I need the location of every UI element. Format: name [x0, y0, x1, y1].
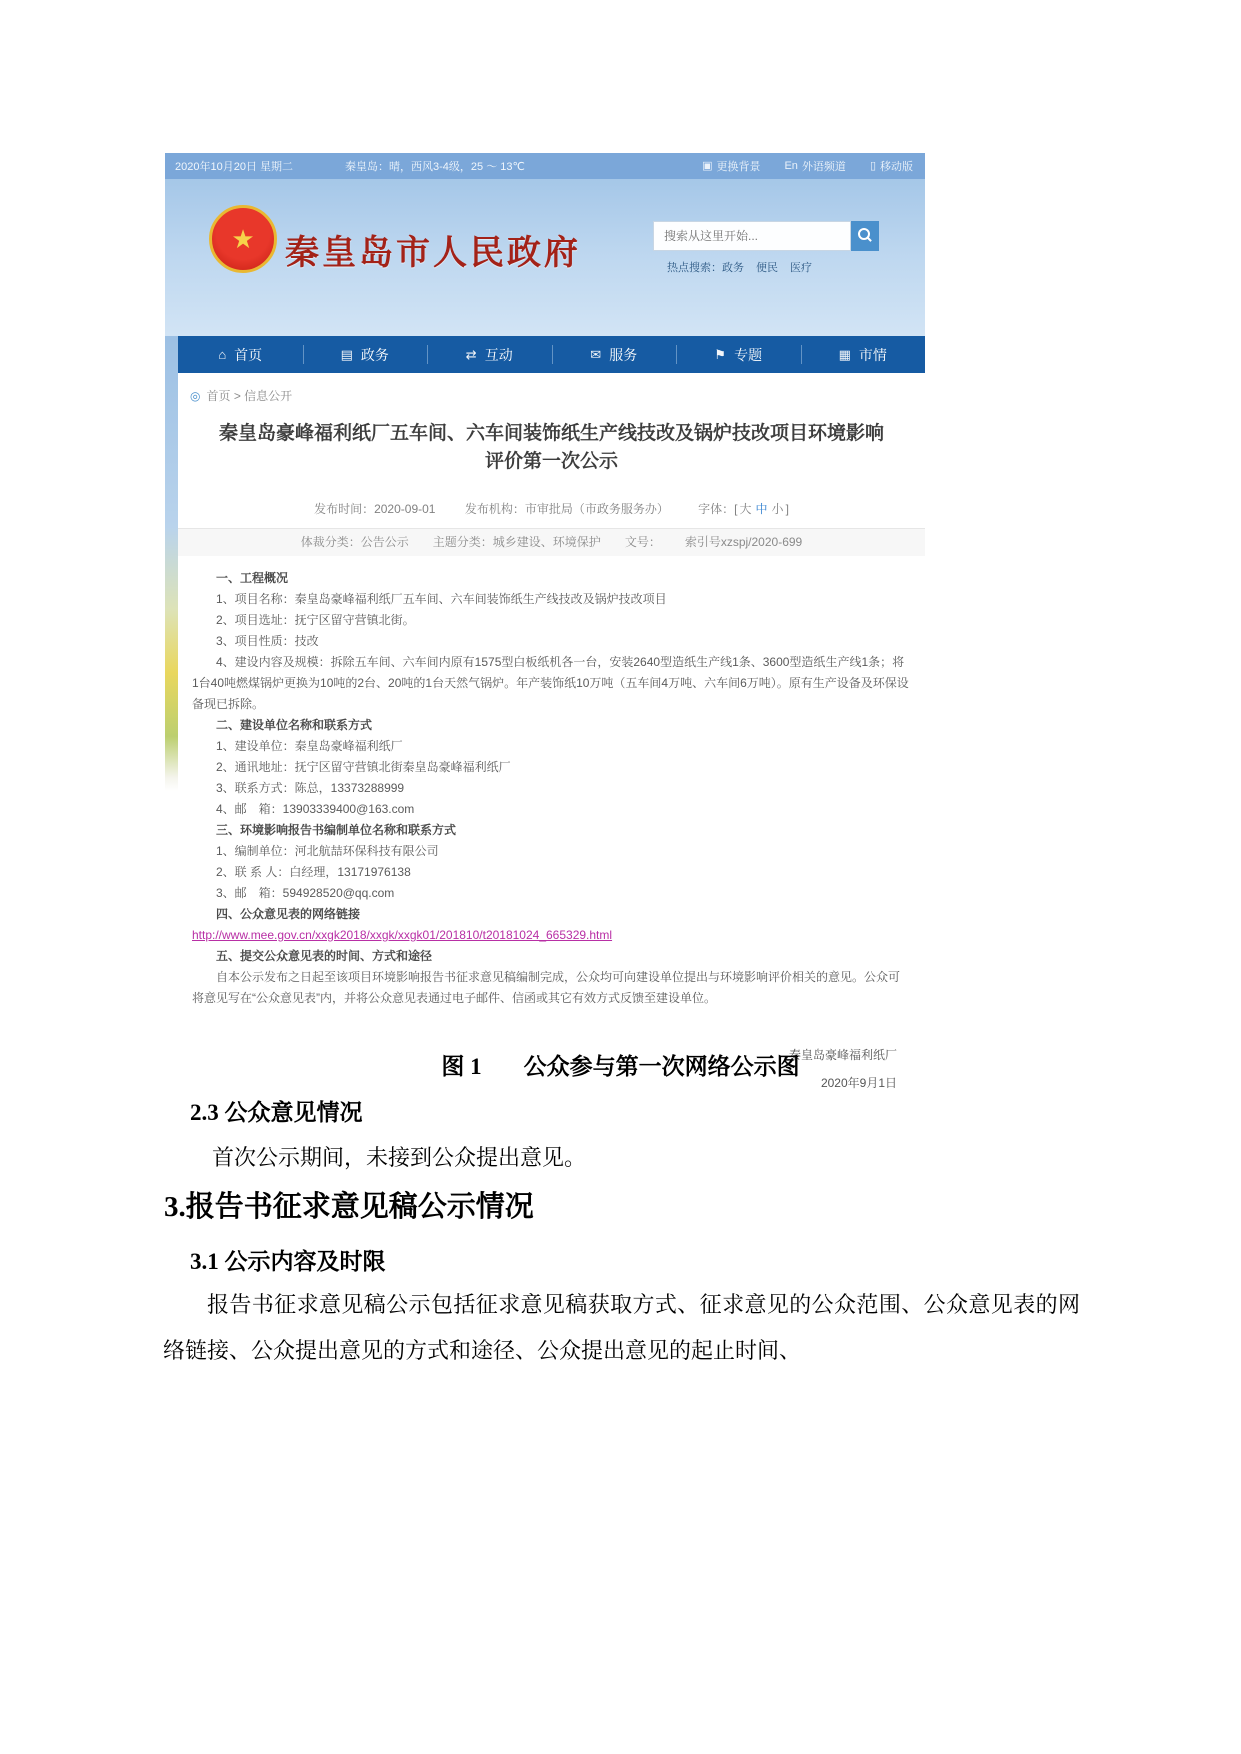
site-topbar	[165, 153, 925, 179]
article-section-heading: 四、公众意见表的网络链接	[216, 907, 361, 921]
banner-left-strip	[165, 336, 178, 791]
change-background-link-label: 更换背景	[716, 160, 761, 173]
nav-item-topics[interactable]	[676, 336, 801, 373]
service-icon: ✉	[590, 346, 602, 362]
article-line: 4、邮 箱：13903339400@163.com	[216, 802, 415, 816]
topic-icon: ⚑	[714, 346, 727, 362]
site-header	[165, 179, 925, 336]
meta2-segment: 文号：	[624, 535, 661, 549]
article-content	[178, 373, 925, 1097]
shirt-icon: ▣	[702, 160, 713, 173]
signature-date: 2020年9月1日	[820, 1076, 897, 1090]
public-opinion-form-link[interactable]: http://www.mee.gov.cn/xxgk2018/xxgk/xxgk01/201810/t20181024_665329.html	[192, 928, 613, 942]
nav-item-services-label: 服务	[609, 346, 638, 363]
star-icon: ★	[231, 224, 255, 254]
heading-3-1: 3.1 公示内容及时限	[190, 1249, 386, 1274]
publish-time: 发布时间：2020-09-01	[314, 502, 436, 516]
meta2-segment: 索引号xzspj/2020-699	[684, 535, 803, 549]
hot-search-item[interactable]: 医疗	[790, 262, 812, 274]
nav-item-services[interactable]	[552, 336, 677, 373]
article-section-heading: 二、建设单位名称和联系方式	[216, 718, 373, 732]
change-background-link[interactable]	[702, 158, 760, 174]
heading-2-3: 2.3 公众意见情况	[190, 1100, 363, 1125]
article-title: 秦皇岛豪峰福利纸厂五车间、六车间装饰纸生产线技改及锅炉技改项目环境影响评价第一次公示	[218, 423, 884, 472]
font-label-close: ]	[785, 502, 789, 516]
english-channel-link-label: 外语频道	[801, 161, 846, 174]
font-large-button[interactable]: 大	[739, 502, 752, 516]
font-size-control	[698, 502, 789, 516]
article-body	[178, 560, 925, 1009]
topbar-weather: 秦皇岛：晴，西风3-4级，25 ～ 13℃	[345, 161, 525, 173]
nav-item-city-info[interactable]	[801, 336, 926, 373]
font-small-button[interactable]: 小	[771, 502, 784, 516]
breadcrumb[interactable]	[178, 379, 925, 404]
english-channel-link[interactable]	[784, 158, 845, 174]
search-input[interactable]	[653, 221, 851, 251]
article-section-heading: 一、工程概况	[216, 571, 289, 585]
article-line: 1、编制单位：河北航喆环保科技有限公司	[216, 844, 439, 858]
hot-search	[653, 259, 908, 275]
font-label: 字体：[	[698, 502, 738, 516]
meta2-segment: 主题分类：城乡建设、环境保护	[432, 535, 601, 549]
breadcrumb-text[interactable]: 首页 > 信息公开	[206, 389, 293, 403]
nav-item-government[interactable]	[303, 336, 428, 373]
figure-caption	[0, 1048, 1241, 1081]
publish-org: 发布机构：市审批局（市政务服务办）	[464, 502, 669, 516]
mobile-version-link[interactable]	[870, 158, 913, 174]
hot-search-item[interactable]: 政务	[722, 262, 744, 274]
para-3-1: 报告书征求意见稿公示包括征求意见稿获取方式、征求意见的公众范围、公众意见表的网络链接、公众提出意见的方式和途径、公众提出意见的起止时间、	[163, 1292, 1080, 1363]
article-line: 自本公示发布之日起至该项目环境影响报告书征求意见稿编制完成，公众均可向建设单位提出与环境影响评价相关的意见。公众可将意见写在“公众意见表”内，并将公众意见表通过电子邮件、信函或其它有效方式反馈至建设单位。	[192, 970, 901, 1005]
en-icon: En	[784, 160, 798, 173]
interaction-icon: ⇄	[465, 346, 477, 362]
figure-caption-label: 图 1	[441, 1054, 482, 1079]
article-line: 2、项目选址：抚宁区留守营镇北街。	[216, 613, 415, 627]
article-classification-bar	[178, 528, 925, 556]
article-line: 2、联 系 人：白经理，13171976138	[216, 865, 411, 879]
topbar-links	[678, 158, 913, 175]
topbar-left	[175, 158, 525, 174]
nav-item-government-label: 政务	[360, 346, 389, 363]
font-medium-button[interactable]: 中	[755, 502, 768, 516]
article-line: 2、通讯地址：抚宁区留守营镇北街秦皇岛豪峰福利纸厂	[216, 760, 511, 774]
nav-item-city-info-label: 市情	[858, 346, 887, 363]
mobile-version-link-label: 移动版	[880, 160, 913, 173]
search-area	[653, 221, 908, 275]
location-icon: ◎	[190, 389, 201, 403]
para-2-3: 首次公示期间，未接到公众提出意见。	[212, 1145, 587, 1170]
nav-item-topics-label: 专题	[734, 346, 763, 363]
home-icon: ⌂	[218, 347, 227, 362]
article-line: 1、项目名称：秦皇岛豪峰福利纸厂五车间、六车间装饰纸生产线技改及锅炉技改项目	[216, 592, 667, 606]
site-title: 秦皇岛市人民政府	[285, 234, 581, 272]
article-meta	[178, 500, 925, 517]
hot-search-label: 热点搜索：	[667, 262, 722, 274]
meta2-segment: 体裁分类：公告公示	[300, 535, 409, 549]
nav-item-home-label: 首页	[234, 346, 263, 363]
national-emblem-icon	[209, 205, 277, 273]
article-line: 3、联系方式：陈总，13373288999	[216, 781, 405, 795]
signature-company: 秦皇岛豪峰福利纸厂	[788, 1048, 897, 1062]
article-line: 3、邮 箱：594928520@qq.com	[216, 886, 395, 900]
hot-search-item[interactable]: 便民	[756, 262, 778, 274]
nav-item-home[interactable]	[178, 336, 303, 373]
article-section-heading: 三、环境影响报告书编制单位名称和联系方式	[216, 823, 457, 837]
gov-affairs-icon: ▤	[340, 346, 353, 362]
article-line: 3、项目性质：技改	[216, 634, 319, 648]
article-line: 4、建设内容及规模：拆除五车间、六车间内原有1575型白板纸机各一台，安装2640型造纸生产线1条、3600型造纸生产线1条；将1台40吨燃煤锅炉更换为10吨的2台、20吨的1台天然气锅炉。年产装饰纸10万吨（五车间4万吨、六车间6万吨）。原有生产设备及环保设备现已拆除。	[192, 655, 909, 711]
main-navigation	[178, 336, 925, 373]
city-info-icon: ▦	[838, 346, 851, 362]
article-line: 1、建设单位：秦皇岛豪峰福利纸厂	[216, 739, 403, 753]
search-icon	[858, 228, 872, 242]
nav-item-interaction[interactable]	[427, 336, 552, 373]
heading-3: 3.报告书征求意见稿公示情况	[164, 1191, 534, 1223]
figure-caption-text: 公众参与第一次网络公示图	[523, 1054, 800, 1079]
nav-item-interaction-label: 互动	[484, 346, 513, 363]
search-button[interactable]	[851, 221, 879, 251]
topbar-date: 2020年10月20日 星期二	[175, 161, 293, 173]
mobile-icon: ▯	[869, 160, 876, 173]
article-section-heading: 五、提交公众意见表的时间、方式和途径	[216, 949, 433, 963]
